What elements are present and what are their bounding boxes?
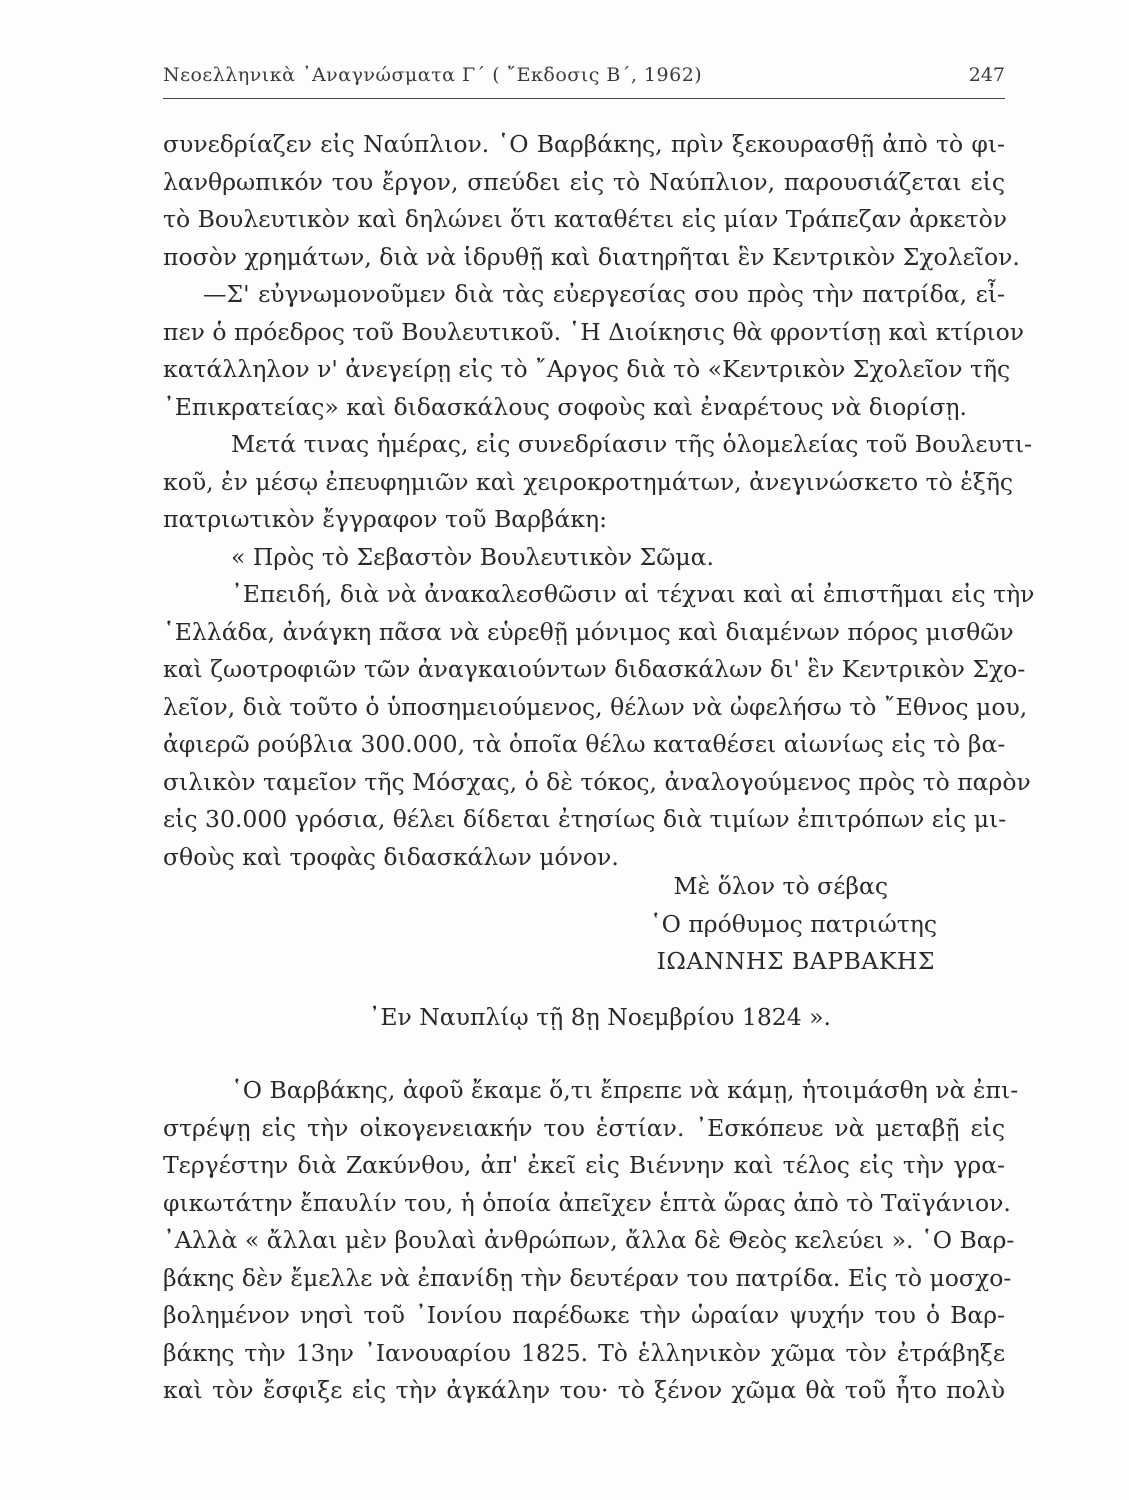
text-line: βάκης τὴν 13ην ᾿Ιανουαρίου 1825. Τὸ ἑλληνικὸν χῶμα τὸν ἐτράβηξε xyxy=(163,1338,1005,1367)
text-line: τὸ Βουλευτικὸν καὶ δηλώνει ὅτι καταθέτει εἰς μίαν Τράπεζαν ἀρκετὸν xyxy=(163,205,1008,233)
letter-signoff xyxy=(163,868,1005,1036)
text-line: συνεδρίαζεν εἰς Ναύπλιον. ῾Ο Βαρβάκης, πρὶν ξεκουρασθῇ ἀπὸ τὸ φι- xyxy=(163,130,1005,158)
page-number: 247 xyxy=(968,64,1005,86)
text-line: κοῦ, ἐν μέσῳ ἐπευφημιῶν καὶ χειροκροτημάτων, ἀνεγινώσκετο τὸ ἑξῆς xyxy=(163,467,1014,496)
text-line: ῾Ο Βαρβάκης, ἀφοῦ ἔκαμε ὅ,τι ἔπρεπε νὰ κάμῃ, ἡτοιμάσθη νὰ ἐπι- xyxy=(231,1076,1019,1104)
text-line: κατάλληλον ν' ἀνεγείρῃ εἰς τὸ ῎Αργος διὰ τὸ «Κεντρικὸν Σχολεῖον τῆς xyxy=(163,355,1011,383)
page-header xyxy=(163,64,1005,99)
text-line: ἀφιερῶ ρούβλια 300.000, τὰ ὁποῖα θέλω καταθέσει αἰωνίως εἰς τὸ βα- xyxy=(163,730,1006,758)
text-line: πεν ὁ πρόεδρος τοῦ Βουλευτικοῦ. ῾Η Διοίκησις θὰ φροντίσῃ καὶ κτίριον xyxy=(163,317,1025,346)
text-line: ᾿Επειδή, διὰ νὰ ἀνακαλεσθῶσιν αἱ τέχναι καὶ αἱ ἐπιστῆμαι εἰς τὴν xyxy=(231,580,1035,608)
text-line: ᾿Επικρατείας» καὶ διδασκάλους σοφοὺς καὶ ἐναρέτους νὰ διορίσῃ. xyxy=(163,392,967,421)
text-line: στρέψῃ εἰς τὴν οἰκογενειακήν του ἑστίαν. ᾿Εσκόπευε νὰ μεταβῇ εἰς xyxy=(163,1113,1005,1142)
text-line: —Σ' εὐγνωμονοῦμεν διὰ τὰς εὐεργεσίας σου πρὸς τὴν πατρίδα, εἶ- xyxy=(203,280,1005,308)
signoff-signature: ΙΩΑΝΝΗΣ ΒΑΡΒΑΚΗΣ xyxy=(656,947,935,975)
text-line: « Πρὸς τὸ Σεβαστὸν Βουλευτικὸν Σῶμα. xyxy=(231,542,715,571)
text-line: πατριωτικὸν ἔγγραφον τοῦ Βαρβάκη: xyxy=(163,505,608,533)
text-line: καὶ ζωοτροφιῶν τῶν ἀναγκαιούντων διδασκάλων δι' ἓν Κεντρικὸν Σχο- xyxy=(163,655,1026,683)
text-line: λανθρωπικόν του ἔργον, σπεύδει εἰς τὸ Ναύπλιον, παρουσιάζεται εἰς xyxy=(163,167,1005,196)
signoff-salutation: Μὲ ὅλον τὸ σέβας xyxy=(673,872,888,900)
text-line: βολημένον νησὶ τοῦ ᾿Ιονίου παρέδωκε τὴν ὡραίαν ψυχήν του ὁ Βαρ- xyxy=(163,1301,1005,1329)
running-title: Νεοελληνικὰ ᾿Αναγνώσματα Γ΄ ( ῎Εκδοσις Β΄, 1962) xyxy=(163,64,703,86)
text-line: εἰς 30.000 γρόσια, θέλει δίδεται ἐτησίως διὰ τιμίων ἐπιτρόπων εἰς μι- xyxy=(163,805,1007,833)
text-line: ῾Ελλάδα, ἀνάγκη πᾶσα νὰ εὑρεθῇ μόνιμος καὶ διαμένων πόρος μισθῶν xyxy=(163,617,1014,646)
text-line: φικωτάτην ἔπαυλίν του, ἡ ὁποία ἀπεῖχεν ἑπτὰ ὥρας ἀπὸ τὸ Ταϊγάνιον. xyxy=(163,1188,1011,1217)
text-line: Μετά τινας ἡμέρας, εἰς συνεδρίασιν τῆς ὁλομελείας τοῦ Βουλευτι- xyxy=(231,430,1033,458)
signoff-date: ᾿Εν Ναυπλίῳ τῇ 8ῃ Νοεμβρίου 1824 ». xyxy=(368,1002,831,1031)
text-line: Τεργέστην διὰ Ζακύνθου, ἀπ' ἐκεῖ εἰς Βιέννην καὶ τέλος εἰς τὴν γρα- xyxy=(163,1151,1005,1179)
text-line: ποσὸν χρημάτων, διὰ νὰ ἱδρυθῇ καὶ διατηρῆται ἓν Κεντρικὸν Σχολεῖον. xyxy=(163,242,1020,271)
text-line: λεῖον, διὰ τοῦτο ὁ ὑποσημειούμενος, θέλων νὰ ὠφελήσω τὸ ῎Εθνος μου, xyxy=(163,692,1028,721)
text-line: σθοὺς καὶ τροφὰς διδασκάλων μόνον. xyxy=(163,842,619,871)
text-line: καὶ τὸν ἔσφιξε εἰς τὴν ἀγκάλην του· τὸ ξένον χῶμα θὰ τοῦ ἦτο πολὺ xyxy=(163,1376,1005,1404)
main-text-top xyxy=(163,126,1035,876)
signoff-closing: ῾Ο πρόθυμος πατριώτης xyxy=(649,909,937,938)
text-line: βάκης δὲν ἔμελλε νὰ ἐπανίδῃ τὴν δευτέραν του πατρίδα. Εἰς τὸ μοσχο- xyxy=(163,1263,1012,1292)
text-line: σιλικὸν ταμεῖον τῆς Μόσχας, ὁ δὲ τόκος, ἀναλογούμενος πρὸς τὸ παρὸν xyxy=(163,767,1031,796)
text-line: ᾿Αλλὰ « ἄλλαι μὲν βουλαὶ ἀνθρώπων, ἄλλα δὲ Θεὸς κελεύει ». ῾Ο Βαρ- xyxy=(163,1226,1015,1254)
main-text-bottom xyxy=(163,1072,1019,1410)
